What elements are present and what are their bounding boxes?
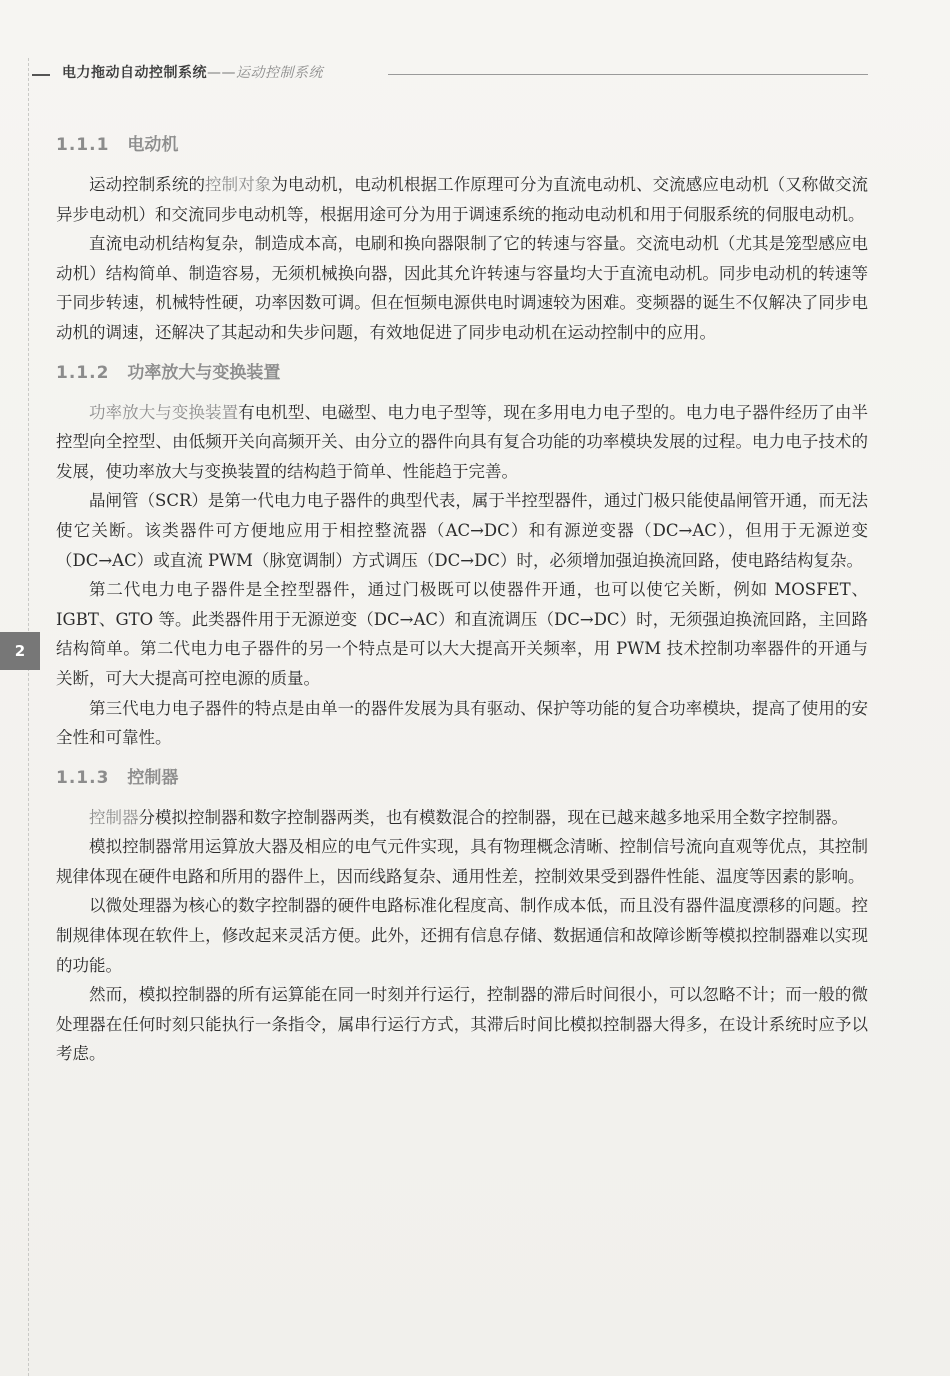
highlighted-term: 控制器 — [89, 807, 139, 827]
section-heading — [56, 128, 868, 162]
section-title: 电动机 — [127, 135, 179, 155]
paragraph-text: 第二代电力电子器件是全控型器件，通过门极既可以使器件开通，也可以使它关断，例如 MOSFET、IGBT、GTO 等。此类器件用于无源逆变（DC→AC）和直流调压（DC→DC）时，无须强迫换流回路，主回路结构简单。第二代电力电子器件的另一个特点是可以大大提高开关频率，用 PWM 技术控制功率器件的开通与关断，可大大提高可控电源的质量。 — [56, 580, 868, 688]
paragraph-text: 模拟控制器常用运算放大器及相应的电气元件实现，具有物理概念清晰、控制信号流向直观等优点，其控制规律体现在硬件电路和所用的器件上，因而线路复杂、通用性差，控制效果受到器件性能、温度等因素的影响。 — [56, 837, 868, 886]
header-rule-left — [32, 74, 50, 76]
header-rule-right — [388, 74, 868, 75]
paragraph — [56, 832, 868, 891]
paragraph — [56, 694, 868, 753]
paragraph — [56, 803, 868, 833]
paragraph — [56, 980, 868, 1069]
book-subtitle: 运动控制系统 — [236, 65, 323, 81]
paragraph-text: 直流电动机结构复杂，制造成本高，电刷和换向器限制了它的转速与容量。交流电动机（尤其是笼型感应电动机）结构简单、制造容易，无须机械换向器，因此其允许转速与容量均大于直流电动机。同步电动机的转速等于同步转速，机械特性硬，功率因数可调。但在恒频电源供电时调速较为困难。变频器的诞生不仅解决了同步电动机的调速，还解决了其起动和失步问题，有效地促进了同步电动机在运动控制中的应用。 — [56, 234, 868, 342]
paragraph-text: 有电机型、电磁型、电力电子型等，现在多用电力电子型的。电力电子器件经历了由半控型向全控型、由低频开关向高频开关、由分立的器件向具有复合功能的功率模块发展的过程。电力电子技术的发展，使功率放大与变换装置的结构趋于简单、性能趋于完善。 — [56, 402, 869, 481]
margin-guide-line — [28, 58, 29, 1376]
highlighted-term: 控制对象 — [205, 175, 272, 194]
paragraph — [56, 891, 868, 980]
section-heading — [56, 356, 868, 390]
section-1-1-2 — [56, 356, 868, 753]
paragraph — [56, 170, 868, 229]
book-title: 电力拖动自动控制系统 — [62, 65, 207, 81]
paragraph-text: 为电动机，电动机根据工作原理可分为直流电动机、交流感应电动机（又称做交流异步电动机）和交流同步电动机等，根据用途可分为用于调速系统的拖动电动机和用于伺服系统的伺服电动机。 — [56, 175, 869, 224]
paragraph — [56, 486, 868, 575]
paragraph-lead: 运动控制系统的 — [89, 175, 206, 194]
paragraph — [56, 229, 868, 347]
paragraph-text: 分模拟控制器和数字控制器两类，也有模数混合的控制器，现在已越来越多地采用全数字控制器。 — [138, 807, 848, 827]
header-dash: —— — [207, 65, 236, 81]
section-1-1-1 — [56, 128, 868, 348]
section-number: 1.1.1 — [56, 135, 110, 155]
running-header — [0, 62, 950, 92]
paragraph-text: 晶闸管（SCR）是第一代电力电子器件的典型代表，属于半控型器件，通过门极只能使晶闸管开通，而无法使它关断。该类器件可方便地应用于相控整流器（AC→DC）和有源逆变器（DC→AC），但用于无源逆变（DC→AC）或直流 PWM（脉宽调制）方式调压（DC→DC）时，必须增加强迫换流回路，使电路结构复杂。 — [56, 491, 868, 570]
paragraph — [56, 398, 868, 487]
paragraph — [56, 575, 868, 693]
section-title: 控制器 — [127, 767, 179, 788]
paragraph-text: 然而，模拟控制器的所有运算能在同一时刻并行运行，控制器的滞后时间很小，可以忽略不计；而一般的微处理器在任何时刻只能执行一条指令，属串行运行方式，其滞后时间比模拟控制器大得多，在设计系统时应予以考虑。 — [56, 985, 868, 1064]
section-number: 1.1.2 — [56, 362, 110, 383]
page-number: 2 — [14, 642, 26, 660]
section-title: 功率放大与变换装置 — [127, 362, 281, 383]
highlighted-term: 功率放大与变换装置 — [89, 402, 239, 422]
header-title — [62, 62, 323, 82]
paragraph-text: 第三代电力电子器件的特点是由单一的器件发展为具有驱动、保护等功能的复合功率模块，提高了使用的安全性和可靠性。 — [56, 698, 868, 748]
page-content — [56, 128, 868, 1069]
section-number: 1.1.3 — [56, 767, 110, 788]
section-heading — [56, 761, 868, 795]
page-number-tab — [0, 632, 40, 670]
paragraph-text: 以微处理器为核心的数字控制器的硬件电路标准化程度高、制作成本低，而且没有器件温度漂移的问题。控制规律体现在软件上，修改起来灵活方便。此外，还拥有信息存储、数据通信和故障诊断等模拟控制器难以实现的功能。 — [56, 896, 868, 975]
section-1-1-3 — [56, 761, 868, 1069]
